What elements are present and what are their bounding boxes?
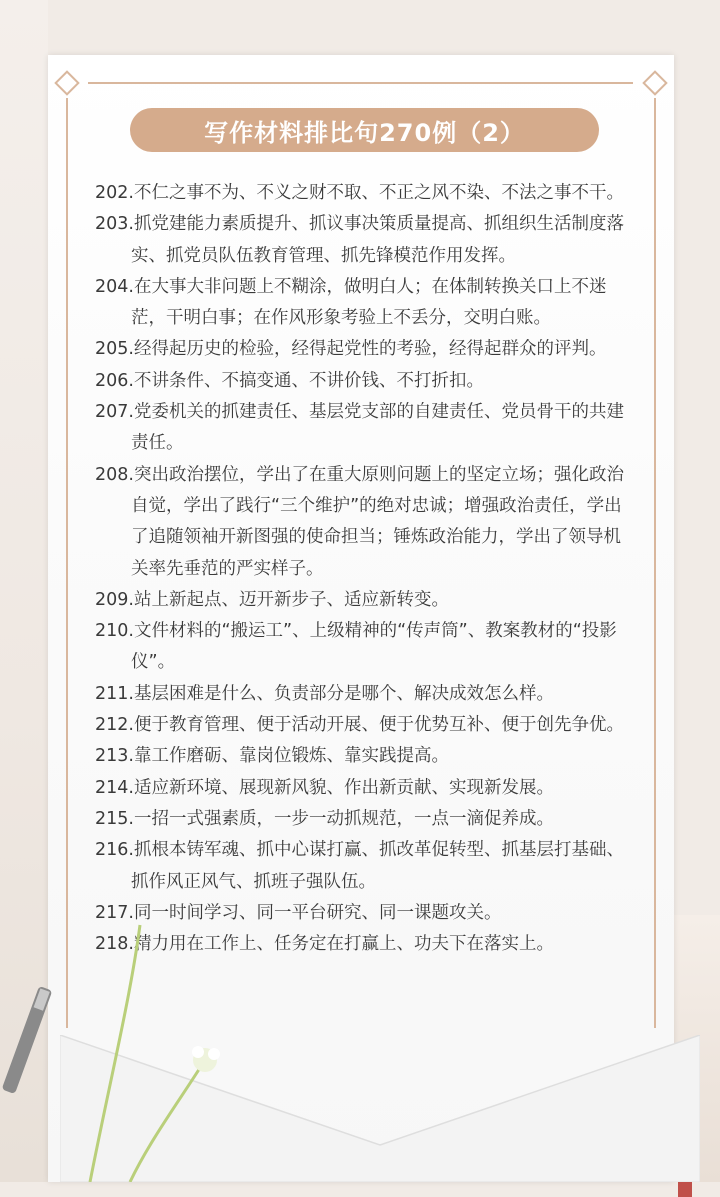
pen-illustration: [0, 985, 60, 1105]
list-item: 214.适应新环境、展现新风貌、作出新贡献、实现新发展。: [95, 777, 554, 798]
list-item: 218.精力用在工作上、任务定在打赢上、功夫下在落实上。: [95, 934, 554, 955]
list-item: 215.一招一式强素质，一步一动抓规范，一点一滴促养成。: [95, 808, 554, 829]
title-banner: [130, 108, 599, 152]
list-item: 210.文件材料的“搬运工”、上级精神的“传声筒”、教案教材的“投影仪”。: [95, 621, 617, 673]
flower-stem-illustration: [70, 920, 230, 1182]
list-item: 204.在大事大非问题上不糊涂，做明白人；在体制转换关口上不迷茫，干明白事；在作风形象考验上不丢分，交明白账。: [95, 276, 607, 329]
frame-right-line: [654, 98, 656, 1028]
frame-left-line: [66, 98, 68, 1028]
list-item: 213.靠工作磨砺、靠岗位锻炼、靠实践提高。: [95, 746, 449, 767]
list-item: 206.不讲条件、不搞变通、不讲价钱、不打折扣。: [95, 370, 484, 391]
frame-top-line: [88, 82, 633, 84]
list-item: 211.基层困难是什么、负责部分是哪个、解决成效怎么样。: [95, 683, 554, 704]
list-item: 212.便于教育管理、便于活动开展、便于优势互补、便于创先争优。: [95, 715, 624, 736]
page-title: 写作材料排比句270例（2）: [204, 118, 525, 147]
list-item: 217.同一时间学习、同一平台研究、同一课题攻关。: [95, 902, 502, 923]
list-item: 209.站上新起点、迈开新步子、适应新转变。: [95, 589, 449, 610]
list-item: 202.不仁之事不为、不义之财不取、不正之风不染、不法之事不干。: [95, 183, 624, 203]
list-item: 216.抓根本铸军魂、抓中心谋打赢、抓改革促转型、抓基层打基础、抓作风正风气、抓班子强队伍。: [95, 840, 624, 892]
sentence-list: [95, 178, 635, 960]
list-item: 207.党委机关的抓建责任、基层党支部的自建责任、党员骨干的共建责任。: [95, 402, 624, 454]
list-item: 203.抓党建能力素质提升、抓议事决策质量提高、抓组织生活制度落实、抓党员队伍教育管理、抓先锋模范作用发挥。: [95, 214, 624, 266]
list-item: 205.经得起历史的检验，经得起党性的考验，经得起群众的评判。: [95, 339, 607, 360]
list-item: 208.突出政治摆位，学出了在重大原则问题上的坚定立场；强化政治自觉，学出了践行“三个维护”的绝对忠诚；增强政治责任，学出了追随领袖开新图强的使命担当；锤炼政治能力，学出了领导机关率先垂范的严实样子。: [95, 464, 624, 579]
